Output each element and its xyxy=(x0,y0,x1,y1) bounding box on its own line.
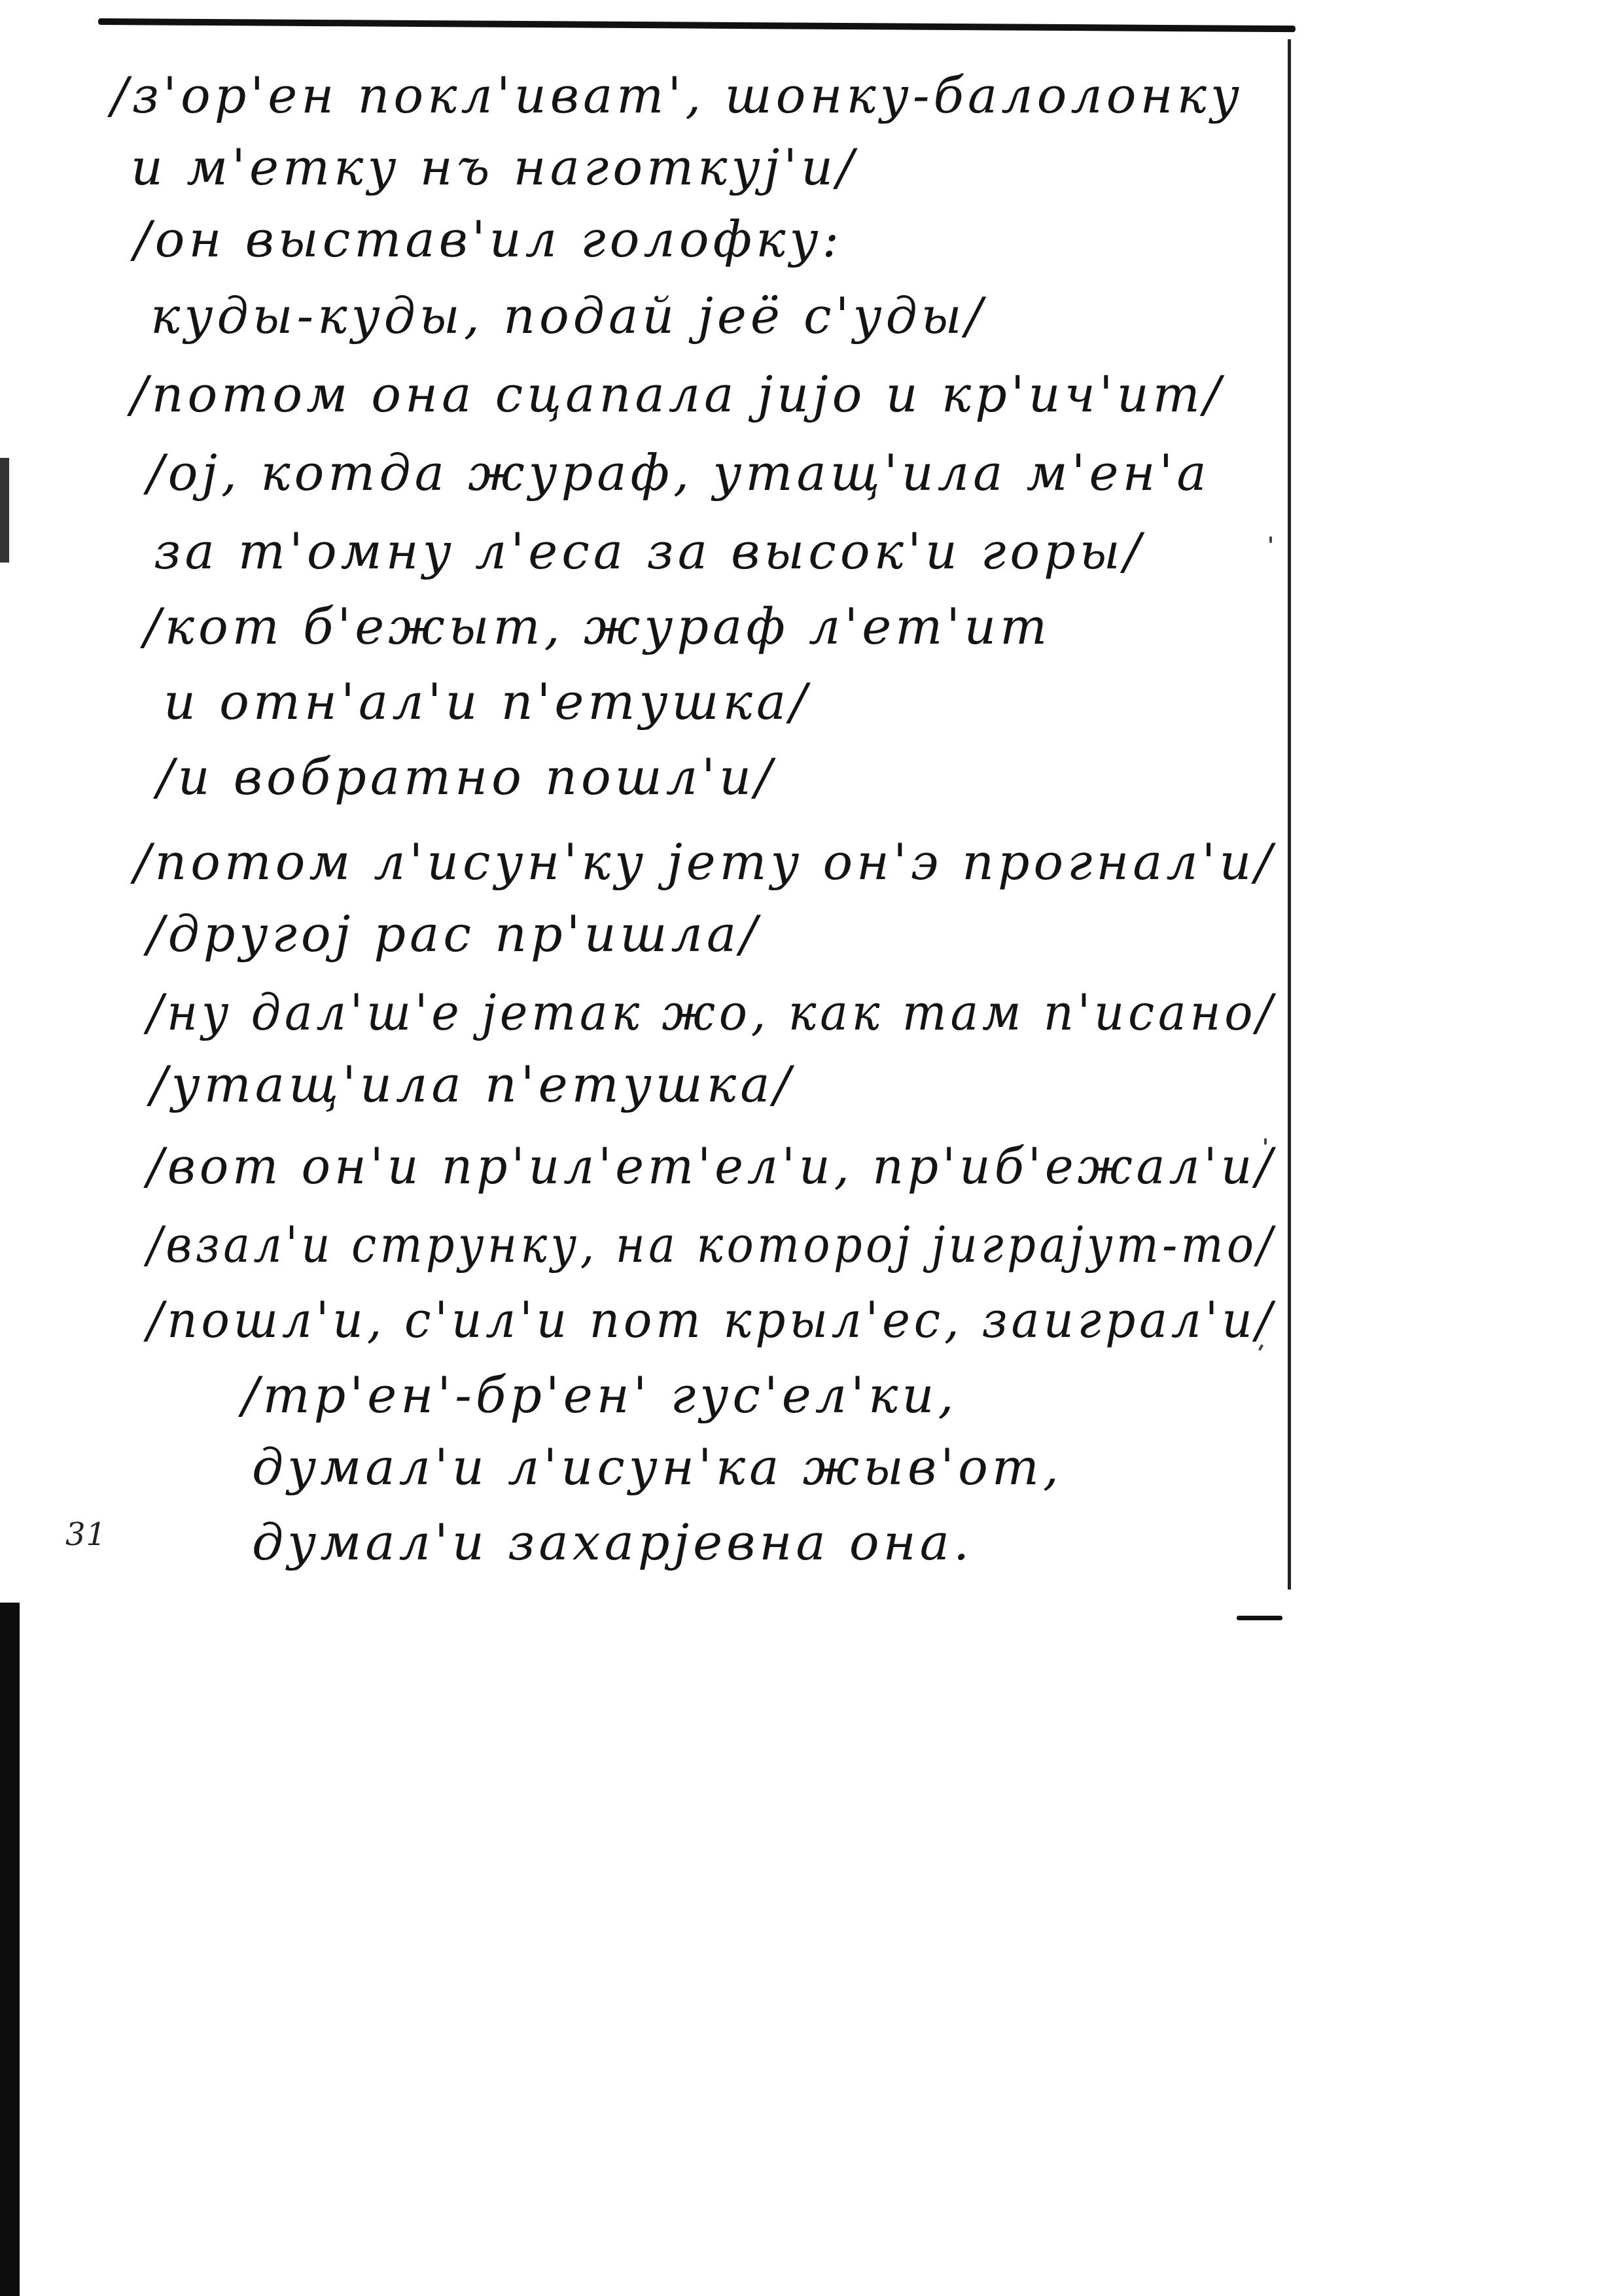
text-line: /потом она сцапала јијо и кр'ич'ит/ xyxy=(131,365,1225,423)
text-line: /и вобратно пошл'и/ xyxy=(157,748,776,806)
text-line: /кот б'ежыт, жураф л'ет'ит xyxy=(144,597,1051,655)
text-line: куды-куды, подай јеё с'уды/ xyxy=(150,287,987,345)
text-line: и м'етку нъ наготкуј'и/ xyxy=(131,138,858,196)
text-line: /другој рас пр'ишла/ xyxy=(147,905,761,963)
text-line: думал'и л'исун'ка жыв'от, xyxy=(252,1438,1063,1496)
text-line: /утащ'ила п'етушка/ xyxy=(150,1055,795,1113)
text-line: /ну дал'ш'е јетак жо, как там п'исано/ xyxy=(147,983,1277,1041)
text-line: /он выстав'ил голофку: xyxy=(134,210,843,268)
text-line: и отн'ал'и п'етушка/ xyxy=(164,672,811,731)
text-line: думал'и захарјевна она. xyxy=(252,1513,974,1571)
text-line: /тр'ен'-бр'ен' гус'ел'ки, xyxy=(242,1366,958,1424)
margin-page-number: 31 xyxy=(65,1516,107,1553)
text-line: /з'ор'ен покл'иват', шонку-балолонку xyxy=(111,66,1244,124)
text-line: /ој, котда жураф, утащ'ила м'ен'а xyxy=(147,444,1210,502)
text-line: /пошл'и, с'ил'и пот крыл'ес, заиграл'и/ xyxy=(147,1291,1276,1349)
scan-shadow-bottom xyxy=(0,1603,20,2296)
text-line: /потом л'исун'ку јету он'э прогнал'и/ xyxy=(134,833,1276,891)
text-line: за т'омну л'еса за высок'и горы/ xyxy=(154,522,1145,580)
text-line: /вот он'и пр'ил'ет'ел'и, пр'иб'ежал'и/ xyxy=(147,1137,1276,1195)
text-line: /взал'и струнку, на которој јиграјут-то/ xyxy=(147,1215,1276,1274)
